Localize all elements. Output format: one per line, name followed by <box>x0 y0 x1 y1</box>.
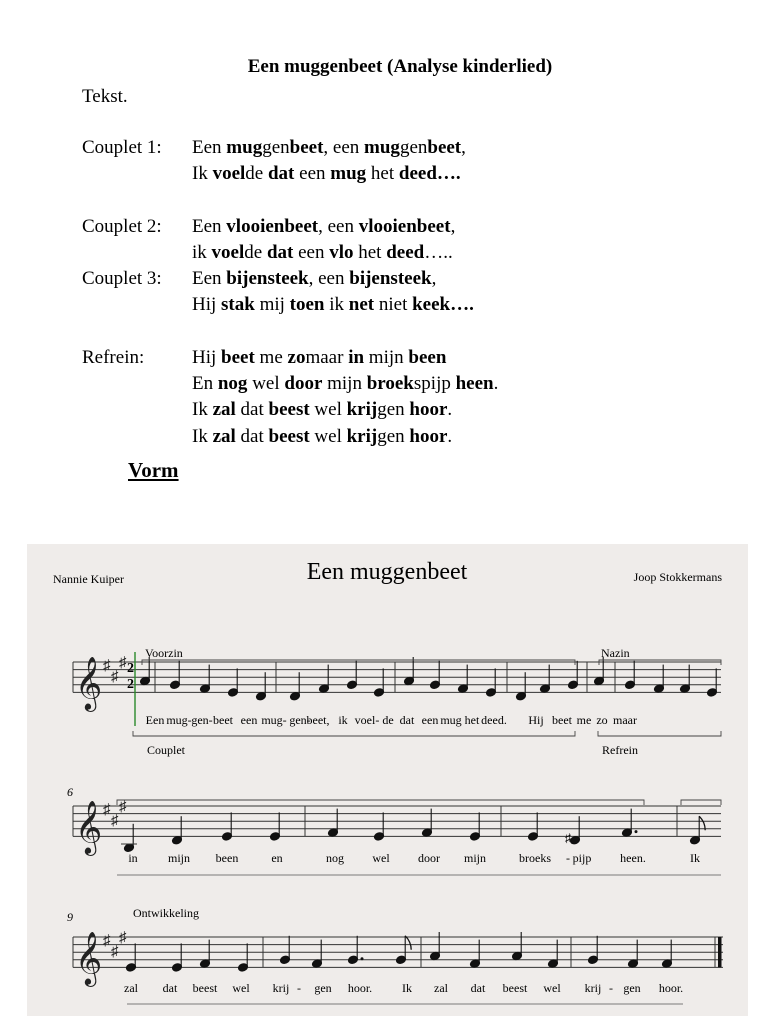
lyric-syllable: been <box>215 851 239 865</box>
dot <box>361 957 364 960</box>
sheet-music-score <box>27 544 748 1016</box>
verse-label: Couplet 3: <box>82 268 162 290</box>
lyric-syllable: heen. <box>620 851 646 865</box>
lyric-line <box>82 135 498 161</box>
measure-number: 6 <box>67 785 73 799</box>
lyric-line <box>82 424 498 450</box>
form-bracket <box>133 731 575 736</box>
lyric-syllable: dat <box>162 981 178 995</box>
lyric-text: Een bijensteek, een bijensteek, <box>192 268 437 290</box>
lyric-line <box>82 266 498 292</box>
lyric-syllable: zo <box>596 713 608 727</box>
lyric-syllable: mug <box>440 713 462 727</box>
lyric-text: Ik zal dat beest wel krijgen hoor. <box>192 399 453 421</box>
sharp-icon: ♯ <box>111 669 119 685</box>
lyric-syllable: Hij <box>528 713 544 727</box>
lyric-text: Hij stak mij toen ik net niet keek…. <box>192 294 474 316</box>
lyric-text: Ik voelde dat een mug het deed…. <box>192 163 461 185</box>
sharp-icon: ♯ <box>103 802 111 818</box>
lyric-syllable: me <box>576 713 592 727</box>
lyric-syllable: dat <box>399 713 415 727</box>
lyric-syllable: deed. <box>481 713 507 727</box>
lyric-line <box>82 345 498 371</box>
sharp-icon: ♯ <box>103 933 111 949</box>
lyric-syllable: ik <box>338 713 348 727</box>
lyric-syllable: wel <box>372 851 390 865</box>
lyric-syllable: wel <box>543 981 561 995</box>
lyric-text: Een vlooienbeet, een vlooienbeet, <box>192 215 456 237</box>
sharp-icon: ♯ <box>565 831 571 845</box>
lyric-syllable: gen <box>314 981 332 995</box>
lyric-syllable: broeks <box>519 851 551 865</box>
lyric-syllable: - <box>609 981 613 995</box>
composer-credit: Joop Stokkermans <box>633 570 722 584</box>
lyric-text: Hij beet me zomaar in mijn been <box>192 346 447 368</box>
lyric-syllable: mijn <box>463 851 487 865</box>
form-bracket <box>117 800 644 805</box>
lyric-syllable: gen- <box>289 713 311 727</box>
lyric-syllable: nog <box>326 851 344 865</box>
lyric-syllable: het <box>464 713 480 727</box>
sharp-icon: ♯ <box>119 655 127 671</box>
lyric-text: ik voelde dat een vlo het deed….. <box>192 241 453 263</box>
lyric-line <box>82 161 498 187</box>
lyric-syllable: beet <box>552 713 572 727</box>
verse-couplet-3 <box>82 266 498 319</box>
lyric-syllable: mijn <box>167 851 191 865</box>
lyric-line <box>82 214 498 240</box>
sharp-icon: ♯ <box>111 813 119 829</box>
lyric-syllable: krij <box>272 981 290 995</box>
lyric-syllable: een <box>240 713 258 727</box>
document-title: Een muggenbeet (Analyse kinderlied) <box>247 56 553 77</box>
dot <box>635 830 638 833</box>
lyric-text: En nog wel door mijn broekspijp heen. <box>192 373 499 395</box>
form-label-nazin: Nazin <box>601 646 630 660</box>
sharp-icon: ♯ <box>119 930 127 946</box>
lyric-syllable: beest <box>502 981 528 995</box>
text-heading: Tekst. <box>82 86 128 107</box>
lyric-line <box>82 371 498 397</box>
flag <box>405 936 411 950</box>
verse-couplet-2 <box>82 214 498 267</box>
treble-clef-icon: 𝄞 <box>75 657 103 709</box>
final-barline <box>718 937 722 967</box>
form-label-ontwikkeling: Ontwikkeling <box>133 906 199 920</box>
lyric-syllable: Ik <box>690 851 700 865</box>
lyric-syllable: beet, <box>306 713 330 727</box>
verse-label: Couplet 1: <box>82 137 162 158</box>
lyric-text: Een muggenbeet, een muggenbeet, <box>192 137 466 158</box>
verse-couplet-1 <box>82 135 498 188</box>
lyric-syllable: Een <box>145 713 165 727</box>
lyric-syllable: - <box>566 851 570 865</box>
lyric-syllable: beet <box>213 713 233 727</box>
time-signature-bottom: 2 <box>127 677 134 692</box>
flag <box>699 816 705 830</box>
lyric-syllable: hoor. <box>347 981 373 995</box>
verse-label: Couplet 2: <box>82 215 162 237</box>
lyric-syllable: in <box>128 851 138 865</box>
lyric-syllable: beest <box>192 981 218 995</box>
lyric-syllable: - <box>297 981 301 995</box>
time-signature-top: 2 <box>127 661 134 676</box>
lyric-text: Ik zal dat beest wel krijgen hoor. <box>192 425 453 447</box>
lyric-syllable: gen <box>623 981 641 995</box>
vorm-heading: Vorm <box>128 458 179 482</box>
lyric-line <box>82 397 498 423</box>
lyric-syllable: maar <box>613 713 637 727</box>
lyric-syllable: krij <box>584 981 602 995</box>
lyric-syllable: zal <box>434 981 448 995</box>
sharp-icon: ♯ <box>103 658 111 674</box>
lyric-syllable: een <box>421 713 439 727</box>
treble-clef-icon: 𝄞 <box>75 801 103 853</box>
lyric-line <box>82 292 498 318</box>
lyricist-credit: Nannie Kuiper <box>53 572 124 586</box>
lyric-syllable: hoor. <box>658 981 684 995</box>
lyric-line <box>82 240 498 266</box>
lyric-syllable: mug- <box>261 713 287 727</box>
lyric-syllable: mug- <box>166 713 192 727</box>
lyric-syllable: wel <box>232 981 250 995</box>
lyric-syllable: de <box>382 713 394 727</box>
verse-refrein <box>82 345 498 450</box>
lyric-syllable: dat <box>470 981 486 995</box>
lyric-syllable: door <box>418 851 440 865</box>
lyric-syllable: voel- <box>354 713 380 727</box>
treble-clef-icon: 𝄞 <box>75 932 103 984</box>
verse-label: Refrein: <box>82 346 145 368</box>
song-title: Een muggenbeet <box>306 559 468 585</box>
sheet-music-image <box>27 544 748 1016</box>
form-label-couplet: Couplet <box>147 743 185 757</box>
form-label-voorzin: Voorzin <box>145 646 183 660</box>
lyric-syllable: gen- <box>191 713 213 727</box>
form-label-refrein: Refrein <box>602 743 638 757</box>
lyrics-block <box>82 135 498 476</box>
sharp-icon: ♯ <box>111 944 119 960</box>
lyric-syllable: pijp <box>572 851 592 865</box>
form-bracket <box>681 800 721 805</box>
measure-number: 9 <box>67 910 73 924</box>
lyric-syllable: en <box>271 851 283 865</box>
sharp-icon: ♯ <box>119 799 127 815</box>
lyric-syllable: Ik <box>402 981 412 995</box>
lyric-syllable: zal <box>124 981 138 995</box>
form-bracket <box>598 731 721 736</box>
